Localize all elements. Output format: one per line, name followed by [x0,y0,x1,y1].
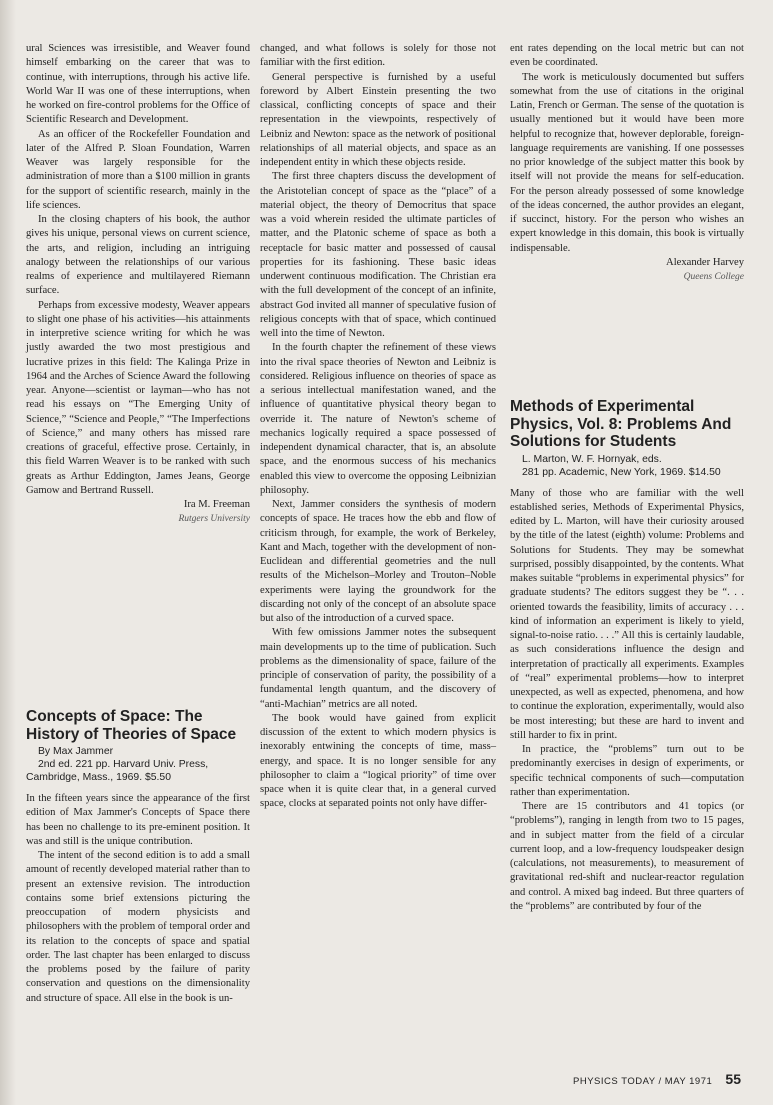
paragraph: As an officer of the Rockefeller Foundation and later of the Alfred P. Sloan Foundation, Warren Weaver was largely responsible for the administration of more than a $100 million in grants for the support of scientific research, mainly in the life sciences. [26,128,250,211]
paragraph: In the fifteen years since the appearance of the first edition of Max Jammer's Concepts of Space there has been no challenge to its pre-eminent position. It was and still is the unique contribution. [26,793,250,847]
paragraph: ural Sciences was irresistible, and Weaver found himself embarking on the career that was to continue, with interruptions, through his active life. World War II was one of these interruptions, when he worked on fire-control problems for the Office of Scientific Research and Development. [26,43,250,126]
column-1 [26,42,250,527]
review-book-details: 2nd ed. 221 pp. Harvard Univ. Press, Cambridge, Mass., 1969. $5.50 [26,759,209,783]
column-2 [260,42,496,812]
review-author: By Max Jammer [38,746,114,757]
paragraph: Perhaps from excessive modesty, Weaver appears to slight one phase of his activities—his attainments in interpretive science writing for which he was justly awarded the two most prestigious and lucrative prizes in this field: The Kalinga Prize in 1964 and the Arches of Science Award the following year. Anyone—scientist or layman—who has not read his essays on “The Emerging Unity of Science,” “Science and People,” “The Imperfections of Science,” and many others has missed rare creations of graceful, effective prose. Certainly, in this field Warren Weaver is to be ranked with such greats as Arthur Eddington, James Jeans, George Gamow and Bertrand Russell. [26,299,250,496]
paragraph: The book would have gained from explicit discussion of the extent to which modern physics is inexorably entwining the concepts of time, mass–energy, and space. It is no longer sensible for any philosopher to claim a “logical priority” of time over space when it is quite clear that, in a general curved space, clocks at separated points not only have differ- [260,712,496,810]
reviewer-affiliation: Rutgers University [178,514,250,525]
paragraph: In practice, the “problems” turn out to be predominantly exercises in design of experiments, or specific technical components of such—computation rather than experimentation. [510,744,744,798]
page-number: 55 [725,1071,741,1087]
paragraph: With few omissions Jammer notes the subsequent main developments up to the time of publication. Such problems as the dimensionality of space, failure of the principle of conservation of parity, the possibility of a fundamental length quantum, and the discovery of “anti-Machian” metrics are all noted. [260,627,496,710]
review-concepts-of-space [26,708,250,1006]
reviewer-signature: Ira M. Freeman [183,499,250,510]
column-3 [510,42,744,284]
paragraph: The first three chapters discuss the development of the Aristotelian concept of space as the “place” of a material object, the theory of Democritus that space was a void wherein resided the ultimate particles of matter, and the Platonic scheme of space as both a receptacle for basic matter and possessed of causal properties for its fashioning. These basic ideas underwent continuous modification. The Christian era with the full development of the concept of an infinite, abstract God invited all manner of speculative fusion of religious concepts with that of space, which continued well into the time of Newton. [260,171,496,339]
review-title: Concepts of Space: The History of Theories of Space [26,708,237,743]
binding-shadow [0,0,16,1105]
paragraph: Next, Jammer considers the synthesis of modern concepts of space. He traces how the ebb and flow of criticism through, for example, the work of Berkeley, Kant and Mach, together with the development of non-Euclidean and differential geometries and the null results of the Michelson–Morley and Trouton–Noble experiments were laying the groundwork for the discarding not only of the concept of an absolute space but also of the introduction of a curved space. [260,499,496,624]
paragraph: In the fourth chapter the refinement of these views into the rival space theories of Newton and Leibniz is considered. Religious influence on theories of space as a serious intellectual manifestation waned, and the influence of quantitative physical theory began to override it. The nature of Newton's scheme of mechanics logically required a space possessed of independent dynamical character, that is, an absolute space, and the enormous success of his mechanics enabled this view to overcome the opposing Leibnizian philosophy. [260,342,496,496]
paragraph: ent rates depending on the local metric but can not even be coordinated. [510,43,744,69]
paragraph: Many of those who are familiar with the well established series, Methods of Experimental Physics, edited by L. Marton, will have their curiosity aroused by the title of the latest (eighth) volume: Problems and Solutions for Students. They may be somewhat surprised, possibly disappointed, by the contents. What makes suitable “problems in experimental physics” for graduate students? The editors suggest they be “. . . oriented towards the feasibility, limits of accuracy . . . kind of information an experiment is likely to yield, signal-to-noise ratio. . . .” All this is certainly laudable, as such considerations influence the design and interpretation of practically all experiments. Examples of “real” experimental problems—how to interpret unexpected, as well as expected, phenomena, and how to continue the exploration, experimentally, would also be most interesting; but these are hard to invent and still harder to fix in print. [510,487,744,741]
paragraph: There are 15 contributors and 41 topics (or “problems”), ranging in length from two to 15 pages, and in subject matter from the field of a circular current loop, and a low-frequency loudspeaker design (calculations, not measurements), to measurement of gravitational red-shift and nuclear-reactor regulation and control. A mixed bag indeed. But three quarters of the “problems” are contributed by four of the [510,801,744,912]
review-methods-of-experimental-physics [510,398,744,914]
paragraph: The intent of the second edition is to add a small amount of recently developed material rather than to present an extensive revision. The introduction contains some brief extensions picturing the preoccupation of modern physicists and philosophers with the problem of temporal order and its relation to the concepts of space and spatial order. The last chapter has been enlarged to discuss the problems posed by the failure of parity conservation and questions on the dimensionality and structure of space. All else in the book is un- [26,850,250,1004]
review-book-details: 281 pp. Academic, New York, 1969. $14.50 [522,466,721,478]
running-head: PHYSICS TODAY / MAY 1971 [573,1076,713,1087]
review-author: L. Marton, W. F. Hornyak, eds. [522,453,662,465]
paragraph: changed, and what follows is solely for those not familiar with the first edition. [260,43,496,69]
paragraph: General perspective is furnished by a useful foreword by Albert Einstein presenting the two classical, conflicting concepts of space and their representation in the viewpoints, respectively of Leibniz and Newton: space as the network of positional relationships of all material objects, and space as an independent entity in which these objects reside. [260,71,496,168]
page-footer [573,1071,741,1087]
paragraph: The work is meticulously documented but suffers somewhat from the use of citations in the original Latin, French or German. The sense of the quotation is usually mentioned but it would have been more helpful to recognize that, however deplorable, foreign-language requirements are vanishing. If one possesses no prior knowledge of the subject matter this book by itself will not provide the means for self-education. For the person already possessed of some knowledge of the ideas concerned, the author provides an elegant, if succinct, history. For the person who wishes an expert knowledge in this domain, this book is virtually indispensable. [510,71,744,254]
paragraph: In the closing chapters of his book, the author gives his unique, personal views on current science, the arts, and religion, including an intriguing analogy between the relationships of our various realms of experience and multilayered Riemann surface. [26,214,250,297]
reviewer-affiliation: Queens College [683,272,744,282]
review-title: Methods of Experimental Physics, Vol. 8: Problems And Solutions for Students [510,398,732,450]
reviewer-signature: Alexander Harvey [666,256,744,268]
